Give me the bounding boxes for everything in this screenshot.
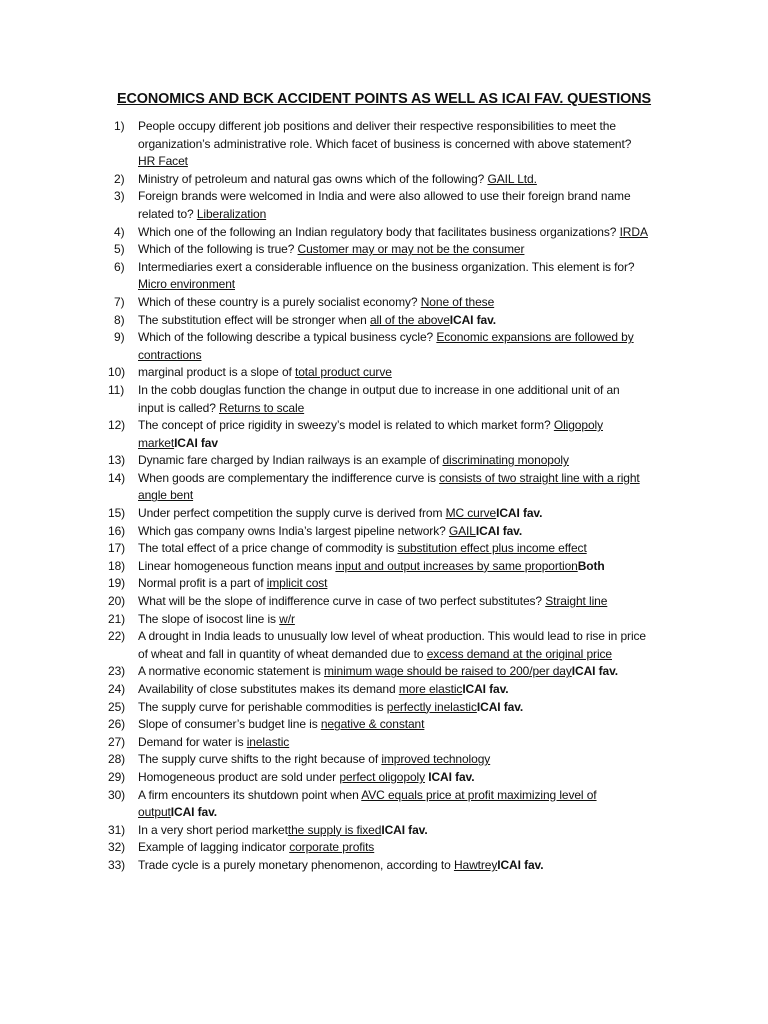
- question-item: [108, 364, 648, 382]
- question-number: 24): [108, 682, 126, 696]
- question-number: 6): [114, 259, 125, 274]
- answer-text: implicit cost: [266, 576, 328, 591]
- question-item: [108, 382, 648, 417]
- answer-text: HR Facet: [138, 154, 188, 169]
- answer-text: Liberalization: [196, 206, 267, 221]
- question-text: A drought in India leads to unusually low level of wheat production. This would lead to rise in price of wheat and fall in quantity of wheat demanded due to: [138, 629, 646, 661]
- answer-text: None of these: [420, 294, 495, 309]
- question-number: 1): [114, 119, 125, 133]
- question-number: 7): [114, 294, 125, 309]
- question-text: Ministry of petroleum and natural gas owns which of the following?: [138, 171, 488, 186]
- answer-text: Returns to scale: [219, 400, 305, 415]
- question-number: 5): [114, 242, 125, 257]
- answer-text: all of the above: [369, 312, 450, 327]
- answer-text: more elastic: [398, 682, 463, 696]
- question-number: 30): [108, 787, 126, 802]
- answer-text: Oligopoly market: [138, 418, 603, 450]
- question-item: [108, 470, 648, 505]
- question-number: 4): [114, 224, 125, 239]
- question-item: [108, 417, 648, 452]
- question-text: Slope of consumer’s budget line is: [138, 717, 321, 732]
- question-text: marginal product is a slope of: [138, 365, 295, 380]
- question-text: Which of the following is true?: [138, 242, 298, 257]
- question-item: [108, 593, 648, 611]
- answer-text: excess demand at the original price: [426, 646, 612, 661]
- question-number: 27): [108, 734, 126, 749]
- question-item: [114, 294, 648, 312]
- question-text: A normative economic statement is: [138, 664, 325, 679]
- question-text: Which of the following describe a typical business cycle?: [138, 330, 437, 345]
- question-text: When goods are complementary the indifference curve is: [138, 470, 440, 485]
- question-number: 25): [108, 699, 126, 714]
- question-item: [114, 118, 648, 171]
- answer-text: total product curve: [294, 365, 392, 380]
- question-item: [108, 558, 648, 576]
- icai-fav-tag: ICAI fav: [174, 435, 218, 450]
- question-number: 16): [108, 523, 126, 538]
- question-item: [114, 171, 648, 189]
- question-item: [108, 699, 648, 717]
- question-number: 15): [108, 506, 126, 521]
- question-text: The slope of isocost line is: [138, 611, 280, 626]
- answer-text: GAIL Ltd.: [487, 171, 537, 186]
- question-number: 26): [108, 717, 126, 732]
- answer-text: substitution effect plus income effect: [397, 541, 587, 556]
- answer-text: discriminating monopoly: [442, 453, 569, 468]
- answer-text: inelastic: [246, 734, 290, 749]
- question-item: [108, 734, 648, 752]
- question-number: 33): [108, 857, 126, 872]
- question-item: [108, 611, 648, 629]
- answer-text: consists of two straight line with a right angle bent: [138, 470, 640, 503]
- question-item: [108, 716, 648, 734]
- answer-text: w/r: [279, 611, 295, 626]
- question-text: Which one of the following an Indian regulatory body that facilitates business organizations?: [138, 224, 620, 239]
- answer-text: IRDA: [619, 224, 648, 239]
- answer-text: Micro environment: [138, 277, 236, 292]
- icai-fav-tag: ICAI fav.: [571, 664, 619, 679]
- question-item: [108, 452, 648, 470]
- question-text: Trade cycle is a purely monetary phenomenon, according to: [138, 857, 454, 872]
- question-number: 28): [108, 752, 126, 767]
- icai-fav-tag: ICAI fav.: [476, 699, 524, 714]
- icai-fav-tag: ICAI fav.: [425, 769, 475, 784]
- page-title: ECONOMICS AND BCK ACCIDENT POINTS AS WELL AS ICAI FAV. QUESTIONS: [116, 91, 652, 107]
- answer-text: corporate profits: [289, 840, 375, 855]
- question-text: The supply curve shifts to the right because of: [138, 752, 382, 767]
- answer-text: the supply is fixed: [287, 822, 382, 837]
- question-number: 23): [108, 664, 126, 679]
- question-number: 17): [108, 541, 126, 556]
- question-list: [0, 118, 648, 875]
- answer-text: AVC equals price at profit maximizing level of output: [138, 787, 597, 820]
- answer-text: MC curve: [445, 506, 497, 521]
- icai-fav-tag: ICAI fav.: [462, 682, 509, 696]
- question-item: [114, 188, 648, 223]
- question-text: The concept of price rigidity in sweezy’s model is related to which market form?: [138, 418, 554, 433]
- answer-text: negative & constant: [320, 717, 425, 732]
- question-text: Linear homogeneous function means: [138, 558, 336, 573]
- question-item: [108, 751, 648, 769]
- icai-fav-tag: ICAI fav.: [170, 805, 217, 820]
- question-text: Example of lagging indicator: [138, 840, 290, 855]
- question-text: The substitution effect will be stronger when: [138, 312, 370, 327]
- question-number: 20): [108, 594, 126, 609]
- answer-text: improved technology: [381, 752, 491, 767]
- question-text: In the cobb douglas function the change in output due to increase in one additional unit of an input is called?: [138, 382, 620, 415]
- question-item: [114, 259, 648, 294]
- question-text: People occupy different job positions and deliver their respective responsibilities to meet the organization’s administrative role. Which facet of business is concerned with above statement?: [138, 119, 632, 151]
- question-item: [114, 241, 648, 259]
- question-text: A firm encounters its shutdown point when: [138, 787, 362, 802]
- icai-fav-tag: ICAI fav.: [449, 312, 497, 327]
- question-text: Under perfect competition the supply curve is derived from: [138, 506, 446, 521]
- icai-fav-tag: ICAI fav.: [475, 523, 523, 538]
- question-text: The total effect of a price change of commodity is: [138, 541, 398, 556]
- question-item: [114, 312, 648, 330]
- question-number: 22): [108, 629, 126, 644]
- question-number: 32): [108, 840, 126, 855]
- question-item: [114, 224, 648, 242]
- question-number: 8): [114, 312, 125, 327]
- question-item: [108, 822, 648, 840]
- question-number: 3): [114, 189, 125, 204]
- answer-text: Economic expansions are followed by contractions: [138, 330, 634, 362]
- question-item: [114, 329, 648, 364]
- question-text: Which of these country is a purely socialist economy?: [138, 294, 421, 309]
- question-item: [108, 628, 648, 663]
- answer-text: perfect oligopoly: [339, 769, 425, 784]
- question-number: 9): [114, 330, 125, 345]
- answer-text: Straight line: [545, 594, 608, 609]
- question-text: Foreign brands were welcomed in India and were also allowed to use their foreign brand name related to?: [138, 189, 631, 221]
- question-number: 18): [108, 558, 126, 573]
- question-number: 13): [108, 453, 126, 468]
- question-text: Dynamic fare charged by Indian railways is an example of: [138, 453, 443, 468]
- icai-fav-tag: ICAI fav.: [497, 857, 544, 872]
- answer-text: Hawtrey: [453, 857, 498, 872]
- question-text: Homogeneous product are sold under: [138, 769, 340, 784]
- icai-fav-tag: ICAI fav.: [496, 506, 543, 521]
- question-text: Demand for water is: [138, 734, 247, 749]
- question-item: [108, 523, 648, 541]
- question-text: Normal profit is a part of: [138, 576, 267, 591]
- question-text: Which gas company owns India’s largest pipeline network?: [138, 523, 449, 538]
- answer-text: minimum wage should be raised to 200/per day: [324, 664, 572, 679]
- question-text: The supply curve for perishable commodities is: [138, 699, 387, 714]
- question-number: 10): [108, 365, 126, 380]
- question-text: In a very short period market: [138, 822, 288, 837]
- question-text: What will be the slope of indifference curve in case of two perfect substitutes?: [138, 594, 546, 609]
- question-item: [108, 540, 648, 558]
- question-item: [108, 839, 648, 857]
- question-text: Intermediaries exert a considerable influence on the business organization. This element is for?: [138, 259, 635, 274]
- question-number: 31): [108, 822, 126, 837]
- question-item: [108, 681, 648, 699]
- question-item: [108, 575, 648, 593]
- answer-text: input and output increases by same proportion: [335, 558, 578, 573]
- question-item: [108, 857, 648, 875]
- question-item: [108, 505, 648, 523]
- question-text: Availability of close substitutes makes its demand: [138, 682, 399, 696]
- question-item: [108, 769, 648, 787]
- question-number: 21): [108, 611, 126, 626]
- question-item: [108, 663, 648, 681]
- answer-text: perfectly inelastic: [386, 699, 477, 714]
- question-item: [108, 787, 648, 822]
- icai-fav-tag: ICAI fav.: [381, 822, 428, 837]
- question-number: 29): [108, 769, 126, 784]
- icai-fav-tag: Both: [577, 558, 605, 573]
- answer-text: Customer may or may not be the consumer: [297, 242, 525, 257]
- question-number: 14): [108, 470, 126, 485]
- question-number: 12): [108, 418, 126, 433]
- question-number: 2): [114, 171, 125, 186]
- answer-text: GAIL: [448, 523, 476, 538]
- question-number: 11): [108, 382, 125, 397]
- question-number: 19): [108, 576, 126, 591]
